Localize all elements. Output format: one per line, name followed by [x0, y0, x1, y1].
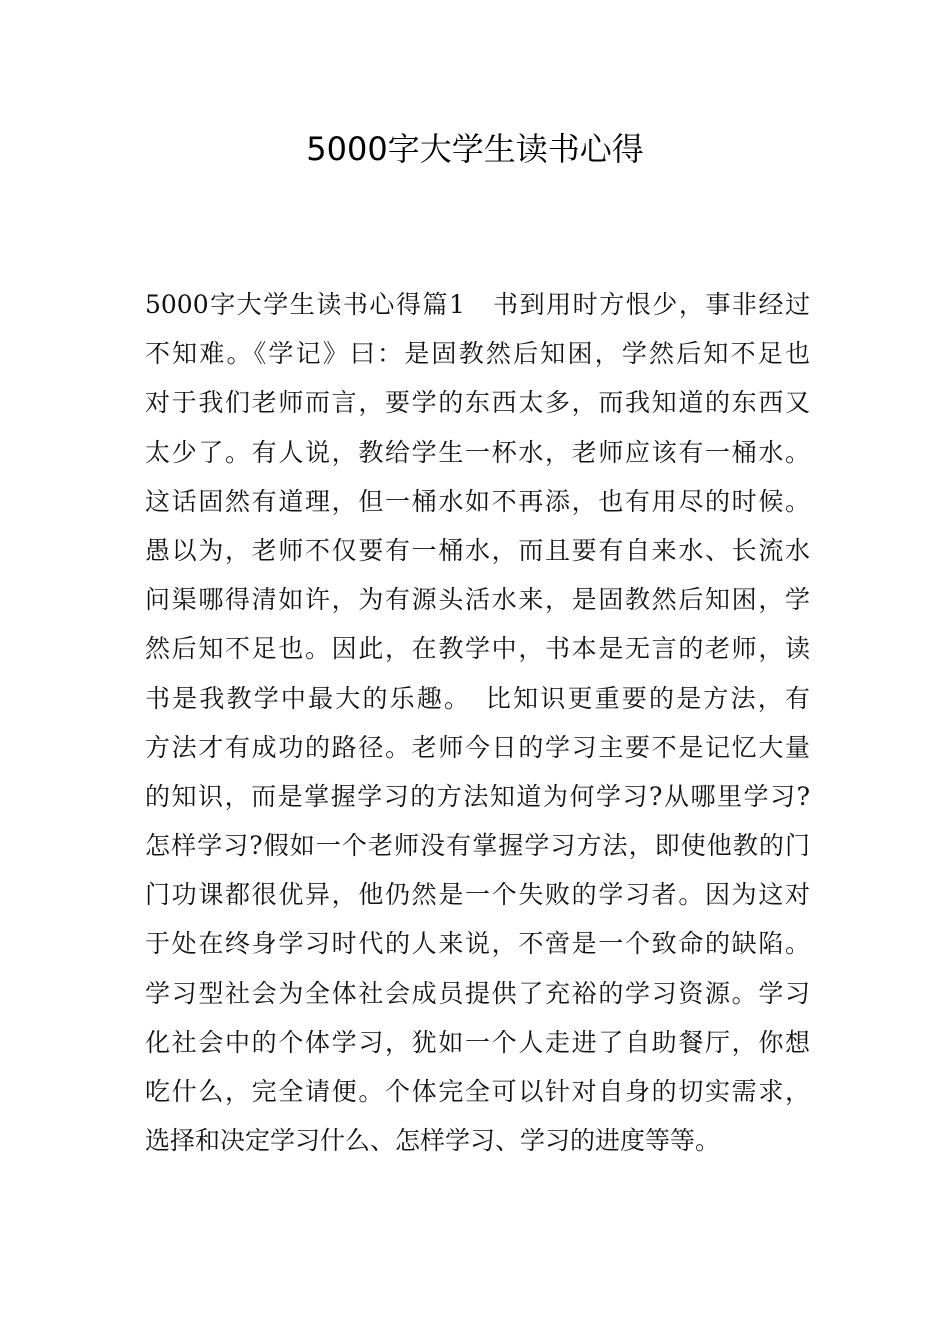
body-line-last: 选择和决定学习什么、怎样学习、学习的进度等等。 [145, 1126, 721, 1156]
body-line: 然后知不足也。因此，在教学中，书本是无言的老师，读 [145, 634, 810, 664]
body-line: 5000字大学生读书心得篇1 书到用时方恨少，事非经过 [145, 290, 810, 319]
body-line: 书是我教学中最大的乐趣。 比知识更重要的是方法，有 [145, 683, 810, 713]
body-line: 的知识，而是掌握学习的方法知道为何学习?从哪里学习? [145, 781, 810, 811]
document-body [145, 280, 810, 1165]
body-line: 怎样学习?假如一个老师没有掌握学习方法，即使他教的门 [145, 831, 810, 861]
body-line: 问渠哪得清如许，为有源头活水来，是固教然后知困，学 [145, 585, 810, 615]
body-line: 于处在终身学习时代的人来说，不啻是一个致命的缺陷。 [145, 929, 810, 959]
body-line: 吃什么，完全请便。个体完全可以针对自身的切实需求， [145, 1077, 810, 1106]
body-line: 化社会中的个体学习，犹如一个人走进了自助餐厅，你想 [145, 1027, 810, 1057]
body-line: 方法才有成功的路径。老师今日的学习主要不是记忆大量 [145, 732, 810, 762]
body-line: 门功课都很优异，他仍然是一个失败的学习者。因为这对 [145, 880, 810, 910]
body-line: 愚以为，老师不仅要有一桶水，而且要有自来水、长流水 [145, 535, 810, 565]
body-line: 学习型社会为全体社会成员提供了充裕的学习资源。学习 [145, 978, 810, 1008]
body-line: 这话固然有道理，但一桶水如不再添，也有用尽的时候。 [145, 486, 810, 516]
body-line: 对于我们老师而言，要学的东西太多，而我知道的东西又 [145, 388, 810, 418]
body-line: 不知难。《学记》曰：是固教然后知困，学然后知不足也 [145, 339, 810, 369]
document-title: 5000字大学生读书心得 [306, 130, 644, 168]
body-line: 太少了。有人说，教给学生一杯水，老师应该有一桶水。 [145, 437, 810, 467]
